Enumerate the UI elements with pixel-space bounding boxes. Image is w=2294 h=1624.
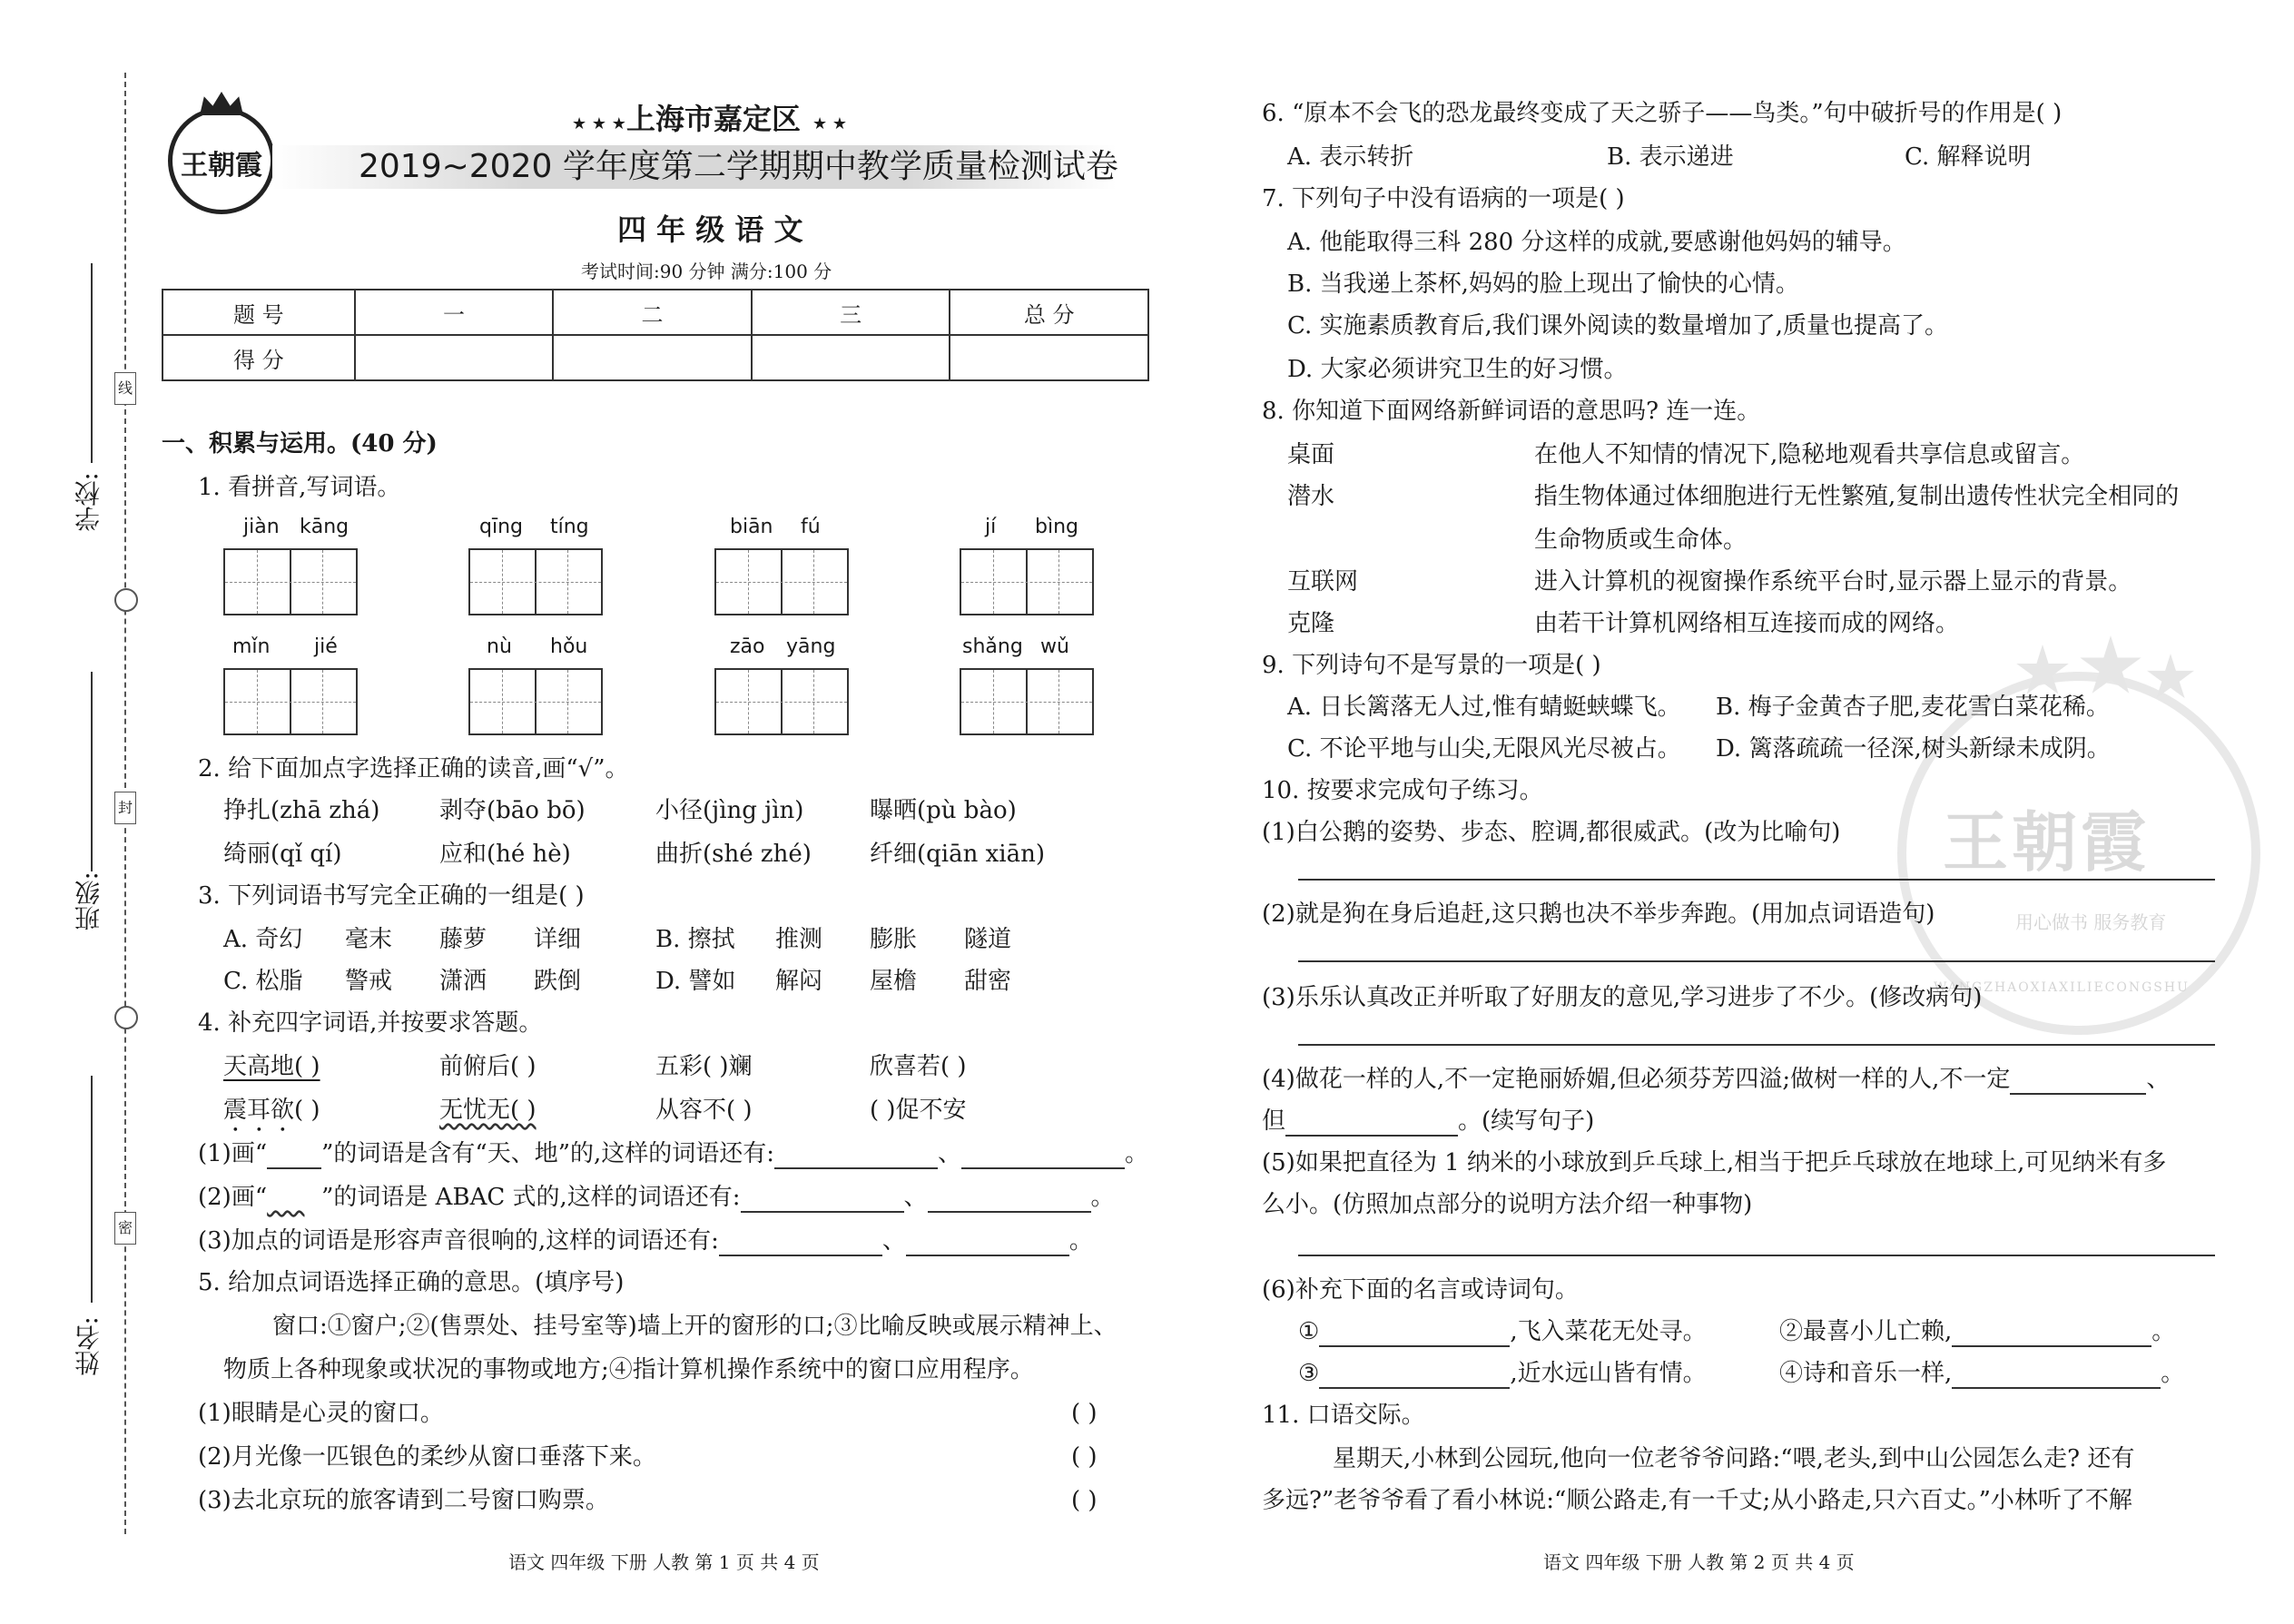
- watermark-star-icon: [2015, 645, 2070, 699]
- q10-6-text: ③: [1298, 1360, 1320, 1387]
- question-1: 1. 看拼音,写词语。: [198, 474, 401, 501]
- exam-title: 2019~2020 学年度第二学期期中教学质量检测试卷: [359, 148, 1118, 185]
- pinyin: tíng: [550, 516, 589, 538]
- answer-blank[interactable]: [1952, 1322, 2151, 1347]
- pinyin: bìng: [1035, 516, 1078, 538]
- q10-item-2: (2)就是狗在身后追赶,这只鹅也决不举步奔跑。(用加点词语造句): [1262, 901, 1935, 928]
- q8-definition[interactable]: 进入计算机的视窗操作系统平台时,显示器上显示的背景。: [1534, 568, 2132, 595]
- answer-blank[interactable]: [741, 1187, 904, 1213]
- q10-item-4-sep: 、: [2146, 1066, 2171, 1093]
- answer-line[interactable]: [1298, 960, 2215, 962]
- score-input-cell[interactable]: [355, 335, 554, 380]
- q3-word: 跌倒: [534, 968, 582, 995]
- q10-6-line-4: [1779, 1358, 2184, 1389]
- q4-sub-1: [198, 1138, 1148, 1169]
- writing-box[interactable]: [223, 548, 358, 615]
- q3-word: 警戒: [345, 968, 393, 995]
- score-table: [162, 289, 1149, 381]
- q8-definition[interactable]: 指生物体通过体细胞进行无性繁殖,复制出遗传性状完全相同的: [1534, 483, 2180, 510]
- q3-word: 毫末: [345, 926, 393, 953]
- writing-box[interactable]: [468, 548, 603, 615]
- seal-mark-secret: 密: [114, 1212, 136, 1245]
- q10-6-text: ④诗和音乐一样,: [1779, 1360, 1953, 1387]
- q4-sub-end: 。: [1068, 1227, 1093, 1255]
- writing-box[interactable]: [223, 668, 358, 735]
- q10-item-4: [1262, 1064, 2170, 1095]
- q2-option[interactable]: 曲折(shé zhé): [655, 841, 812, 868]
- q2-option[interactable]: 挣扎(zhā zhá): [223, 797, 380, 824]
- q10-6-line-3: [1298, 1358, 1707, 1389]
- subject-title: 四 年 级 语 文: [617, 212, 803, 247]
- q10-6-text: ,近水远山皆有情。: [1510, 1360, 1707, 1387]
- q3-word: 藤萝: [439, 926, 487, 953]
- score-header-cell: 题 号: [162, 290, 355, 335]
- writing-box[interactable]: [714, 668, 849, 735]
- q7-option-c[interactable]: C. 实施素质教育后,我们课外阅读的数量增加了,质量也提高了。: [1287, 312, 1949, 340]
- q3-word: 甜密: [964, 968, 1012, 995]
- q4-sub-end: 。: [1090, 1184, 1115, 1211]
- q3-word: 屋檐: [870, 968, 918, 995]
- q10-6-text: ①: [1298, 1318, 1320, 1345]
- q4-idiom[interactable]: 前俯后( ): [439, 1053, 537, 1080]
- pinyin: shǎng: [962, 635, 1023, 658]
- answer-line[interactable]: [1298, 879, 2215, 881]
- header-stars-left: ★ ★ ★: [572, 114, 626, 133]
- score-header-cell: 总 分: [950, 290, 1148, 335]
- watermark-name: 王朝霞: [1943, 803, 2151, 881]
- score-header-cell: 二: [553, 290, 752, 335]
- q10-6-end: 。: [2151, 1318, 2176, 1345]
- q4-sub-text: ”的词语是 ABAC 式的,这样的词语还有:: [321, 1184, 741, 1211]
- q10-6-text: ,飞入菜花无处寻。: [1510, 1318, 1707, 1345]
- answer-blank[interactable]: [906, 1231, 1069, 1256]
- answer-blank[interactable]: [719, 1231, 882, 1256]
- question-6: 6. “原本不会飞的恐龙最终变成了天之骄子——鸟类。”句中破折号的作用是( ): [1262, 100, 2063, 127]
- q3-word: 隧道: [964, 926, 1012, 953]
- answer-paren[interactable]: ( ): [1071, 1400, 1098, 1427]
- writing-box[interactable]: [468, 668, 603, 735]
- q4-idiom[interactable]: ( )促不安: [870, 1097, 967, 1124]
- q9-option-b[interactable]: B. 梅子金黄杏子肥,麦花雪白菜花稀。: [1716, 694, 2110, 721]
- q8-definition-cont: 生命物质或生命体。: [1534, 527, 1748, 554]
- q2-option[interactable]: 纤细(qiān xiān): [870, 841, 1045, 868]
- q3-word: 潇洒: [439, 968, 487, 995]
- q10-item-4-text: (4)做花一样的人,不一定艳丽娇媚,但必须芬芳四溢;做树一样的人,不一定: [1262, 1066, 2011, 1093]
- q10-item-5: (5)如果把直径为 1 纳米的小球放到乒乓球上,相当于把乒乓球放在地球上,可见纳米有多: [1262, 1149, 2167, 1176]
- q4-sub-text: ”的词语是含有“天、地”的,这样的词语还有:: [321, 1140, 775, 1167]
- q5-item-2: (2)月光像一匹银色的柔纱从窗口垂落下来。: [198, 1443, 656, 1471]
- writing-box[interactable]: [960, 668, 1094, 735]
- q5-item-1: (1)眼睛是心灵的窗口。: [198, 1400, 444, 1427]
- q6-option-b[interactable]: B. 表示递进: [1607, 143, 1734, 171]
- question-2: 2. 给下面加点字选择正确的读音,画“√”。: [198, 755, 629, 782]
- pinyin: hǒu: [550, 635, 588, 658]
- answer-blank[interactable]: [1319, 1322, 1510, 1347]
- score-header-cell: 一: [355, 290, 554, 335]
- q4-sub-sep: 、: [903, 1184, 928, 1211]
- question-11: 11. 口语交际。: [1262, 1402, 1425, 1429]
- q2-option[interactable]: 曝晒(pù bào): [870, 797, 1017, 824]
- seal-mark-line: 线: [114, 372, 136, 405]
- q4-idiom[interactable]: 震耳欲( ): [223, 1097, 320, 1124]
- q3-option-b[interactable]: B. 擦拭: [655, 926, 735, 953]
- pinyin: jiàn: [243, 516, 280, 538]
- watermark-slogan: 用心做书 服务教育: [2015, 911, 2167, 933]
- score-input-cell[interactable]: [553, 335, 752, 380]
- answer-blank[interactable]: [774, 1144, 938, 1169]
- question-4: 4. 补充四字词语,并按要求答题。: [198, 1009, 543, 1037]
- answer-blank[interactable]: [1319, 1363, 1510, 1389]
- q2-option[interactable]: 小径(jìng jìn): [655, 797, 804, 824]
- q3-option-a[interactable]: A. 奇幻: [223, 926, 303, 953]
- q7-option-b[interactable]: B. 当我递上茶杯,妈妈的脸上现出了愉快的心情。: [1287, 271, 1799, 298]
- q4-sub-sep: 、: [938, 1140, 962, 1167]
- q8-term[interactable]: 桌面: [1287, 441, 1335, 468]
- pinyin: zāo: [730, 635, 765, 658]
- section-1-heading: 一、积累与运用。(40 分): [162, 430, 438, 458]
- decor-icon: [114, 1006, 138, 1029]
- q9-option-c[interactable]: C. 不论平地与山尖,无限风光尽被占。: [1287, 735, 1681, 763]
- pinyin: kāng: [300, 516, 350, 538]
- pinyin: wǔ: [1040, 635, 1069, 658]
- score-input-cell[interactable]: [950, 335, 1148, 380]
- answer-line[interactable]: [1298, 1255, 2215, 1256]
- header-region: 上海市嘉定区: [626, 102, 802, 136]
- q10-6-end: 。: [2161, 1360, 2185, 1387]
- q10-item-3: (3)乐乐认真改正并听取了好朋友的意见,学习进步了不少。(修改病句): [1262, 984, 1983, 1011]
- q10-6-line-2: [1779, 1316, 2175, 1347]
- q4-idiom[interactable]: 五彩( )斓: [655, 1053, 753, 1080]
- q11-paragraph: 星期天,小林到公园玩,他向一位老爷爷问路:“喂,老头,到中山公园怎么走? 还有: [1333, 1445, 2135, 1472]
- pinyin: yāng: [786, 635, 836, 658]
- q11-paragraph: 多远?”老爷爷看了看小林说:“顺公路走,有一千丈;从小路走,只六百丈。”小林听了不解: [1262, 1487, 2132, 1514]
- logo-badge: [168, 107, 275, 214]
- q2-option[interactable]: 剥夺(bāo bō): [439, 797, 586, 824]
- answer-blank[interactable]: [1285, 1111, 1458, 1137]
- q4-sub-sep: 、: [881, 1227, 906, 1255]
- decor-icon: [114, 588, 138, 612]
- q4-sub-2: [198, 1182, 1115, 1213]
- q4-sub-3: [198, 1225, 1093, 1256]
- answer-blank[interactable]: [961, 1144, 1125, 1169]
- q3-word: 膨胀: [870, 926, 918, 953]
- name-blank[interactable]: [91, 1076, 93, 1303]
- watermark-arc-text: WANGZHAOXIAXILIECONGSHU: [1934, 980, 2190, 995]
- answer-paren[interactable]: ( ): [1071, 1487, 1098, 1514]
- answer-paren[interactable]: ( ): [1071, 1443, 1098, 1471]
- q4-sub-text: (1)画“: [198, 1140, 268, 1167]
- q4-sub-text: (2)画“: [198, 1184, 268, 1211]
- question-10: 10. 按要求完成句子练习。: [1262, 777, 1543, 804]
- q10-item-1: (1)白公鹅的姿势、步态、腔调,都很威武。(改为比喻句): [1262, 819, 1841, 846]
- watermark-star-icon: [2146, 654, 2195, 703]
- q10-item-6: (6)补充下面的名言或诗词句。: [1262, 1276, 1579, 1304]
- class-label: 班级:: [74, 871, 103, 931]
- q5-definition: 窗口:①窗户;②(售票处、挂号室等)墙上开的窗形的口;③比喻反映或展示精神上、: [272, 1313, 1117, 1340]
- score-row-label: 得 分: [162, 335, 355, 380]
- q10-6-line-1: [1298, 1316, 1707, 1347]
- header-stars-right: ★ ★: [812, 114, 847, 133]
- q5-definition: 物质上各种现象或状况的事物或地方;④指计算机操作系统中的窗口应用程序。: [223, 1356, 1034, 1383]
- pinyin: nù: [487, 635, 512, 658]
- pinyin: mǐn: [232, 635, 271, 658]
- q3-word: 推测: [775, 926, 823, 953]
- q10-item-5-cont: 么小。(仿照加点部分的说明方法介绍一种事物): [1262, 1191, 1753, 1218]
- q8-term[interactable]: 互联网: [1287, 568, 1359, 595]
- q6-option-c[interactable]: C. 解释说明: [1905, 143, 2032, 171]
- school-blank[interactable]: [91, 263, 93, 463]
- writing-box[interactable]: [960, 548, 1094, 615]
- q10-item-4-text: 但: [1262, 1107, 1286, 1135]
- logo-text: 王朝霞: [181, 150, 262, 182]
- q4-idiom[interactable]: 无忧无( ): [439, 1097, 537, 1124]
- school-label: 学校:: [74, 472, 103, 532]
- pinyin: biān: [730, 516, 773, 538]
- question-9: 9. 下列诗句不是写景的一项是( ): [1262, 652, 1601, 679]
- pinyin: fú: [801, 516, 821, 538]
- q4-idiom[interactable]: 欣喜若( ): [870, 1053, 967, 1080]
- q2-option[interactable]: 绮丽(qǐ qí): [223, 841, 342, 868]
- writing-box[interactable]: [714, 548, 849, 615]
- watermark-seal: [1897, 672, 2260, 1035]
- answer-blank[interactable]: [928, 1187, 1091, 1213]
- name-label: 姓名:: [74, 1316, 103, 1376]
- pinyin: qīng: [479, 516, 523, 538]
- logo-crown-icon: [200, 92, 243, 115]
- q5-item-3: (3)去北京玩的旅客请到二号窗口购票。: [198, 1487, 609, 1514]
- q9-option-a[interactable]: A. 日长篱落无人过,惟有蜻蜓蛱蝶飞。: [1287, 694, 1681, 721]
- score-header-cell: 三: [752, 290, 950, 335]
- q4-idiom[interactable]: 从容不( ): [655, 1097, 753, 1124]
- q9-option-d[interactable]: D. 篱落疏疏一径深,树头新绿未成阴。: [1716, 735, 2111, 763]
- answer-blank[interactable]: [2010, 1069, 2146, 1095]
- page-1-footer: 语文 四年级 下册 人教 第 1 页 共 4 页: [508, 1551, 820, 1573]
- q7-option-d[interactable]: D. 大家必须讲究卫生的好习惯。: [1287, 356, 1628, 383]
- exam-meta: 考试时间:90 分钟 满分:100 分: [581, 261, 832, 282]
- question-3: 3. 下列词语书写完全正确的一组是( ): [198, 882, 585, 910]
- q3-option-c[interactable]: C. 松脂: [223, 968, 303, 995]
- score-input-cell[interactable]: [752, 335, 950, 380]
- question-8: 8. 你知道下面网络新鲜词语的意思吗? 连一连。: [1262, 398, 1761, 425]
- pinyin: jí: [985, 516, 997, 538]
- watermark-star-icon: [2079, 635, 2142, 699]
- seal-mark-seal: 封: [114, 792, 136, 824]
- q3-word: 解闷: [775, 968, 823, 995]
- q7-option-a[interactable]: A. 他能取得三科 280 分这样的成就,要感谢他妈妈的辅导。: [1287, 229, 1906, 256]
- q6-option-a[interactable]: A. 表示转折: [1287, 143, 1414, 171]
- q8-term[interactable]: 克隆: [1287, 610, 1335, 637]
- q4-idiom[interactable]: 天高地( ): [223, 1053, 320, 1080]
- q8-definition[interactable]: 在他人不知情的情况下,隐秘地观看共享信息或留言。: [1534, 441, 2085, 468]
- question-7: 7. 下列句子中没有语病的一项是( ): [1262, 185, 1625, 212]
- q4-sub-text: (3)加点的词语是形容声音很响的,这样的词语还有:: [198, 1227, 719, 1255]
- q10-item-4-text: 。(续写句子): [1458, 1107, 1595, 1135]
- pinyin: jié: [314, 635, 338, 658]
- wavy-sample: [267, 1182, 321, 1213]
- question-5: 5. 给加点词语选择正确的意思。(填序号): [198, 1269, 625, 1296]
- underline-sample: [267, 1144, 321, 1169]
- q10-item-4-cont: [1262, 1106, 1594, 1137]
- q8-definition[interactable]: 由若干计算机网络相互连接而成的网络。: [1534, 610, 1960, 637]
- q3-option-d[interactable]: D. 譬如: [655, 968, 736, 995]
- q3-word: 详细: [534, 926, 582, 953]
- q10-6-text: ②最喜小儿亡赖,: [1779, 1318, 1953, 1345]
- answer-blank[interactable]: [1952, 1363, 2161, 1389]
- page-2-footer: 语文 四年级 下册 人教 第 2 页 共 4 页: [1543, 1551, 1855, 1573]
- answer-line[interactable]: [1298, 1044, 2215, 1046]
- class-blank[interactable]: [91, 672, 93, 871]
- q4-sub-end: 。: [1125, 1140, 1149, 1167]
- q2-option[interactable]: 应和(hé hè): [439, 841, 571, 868]
- q8-term[interactable]: 潜水: [1287, 483, 1335, 510]
